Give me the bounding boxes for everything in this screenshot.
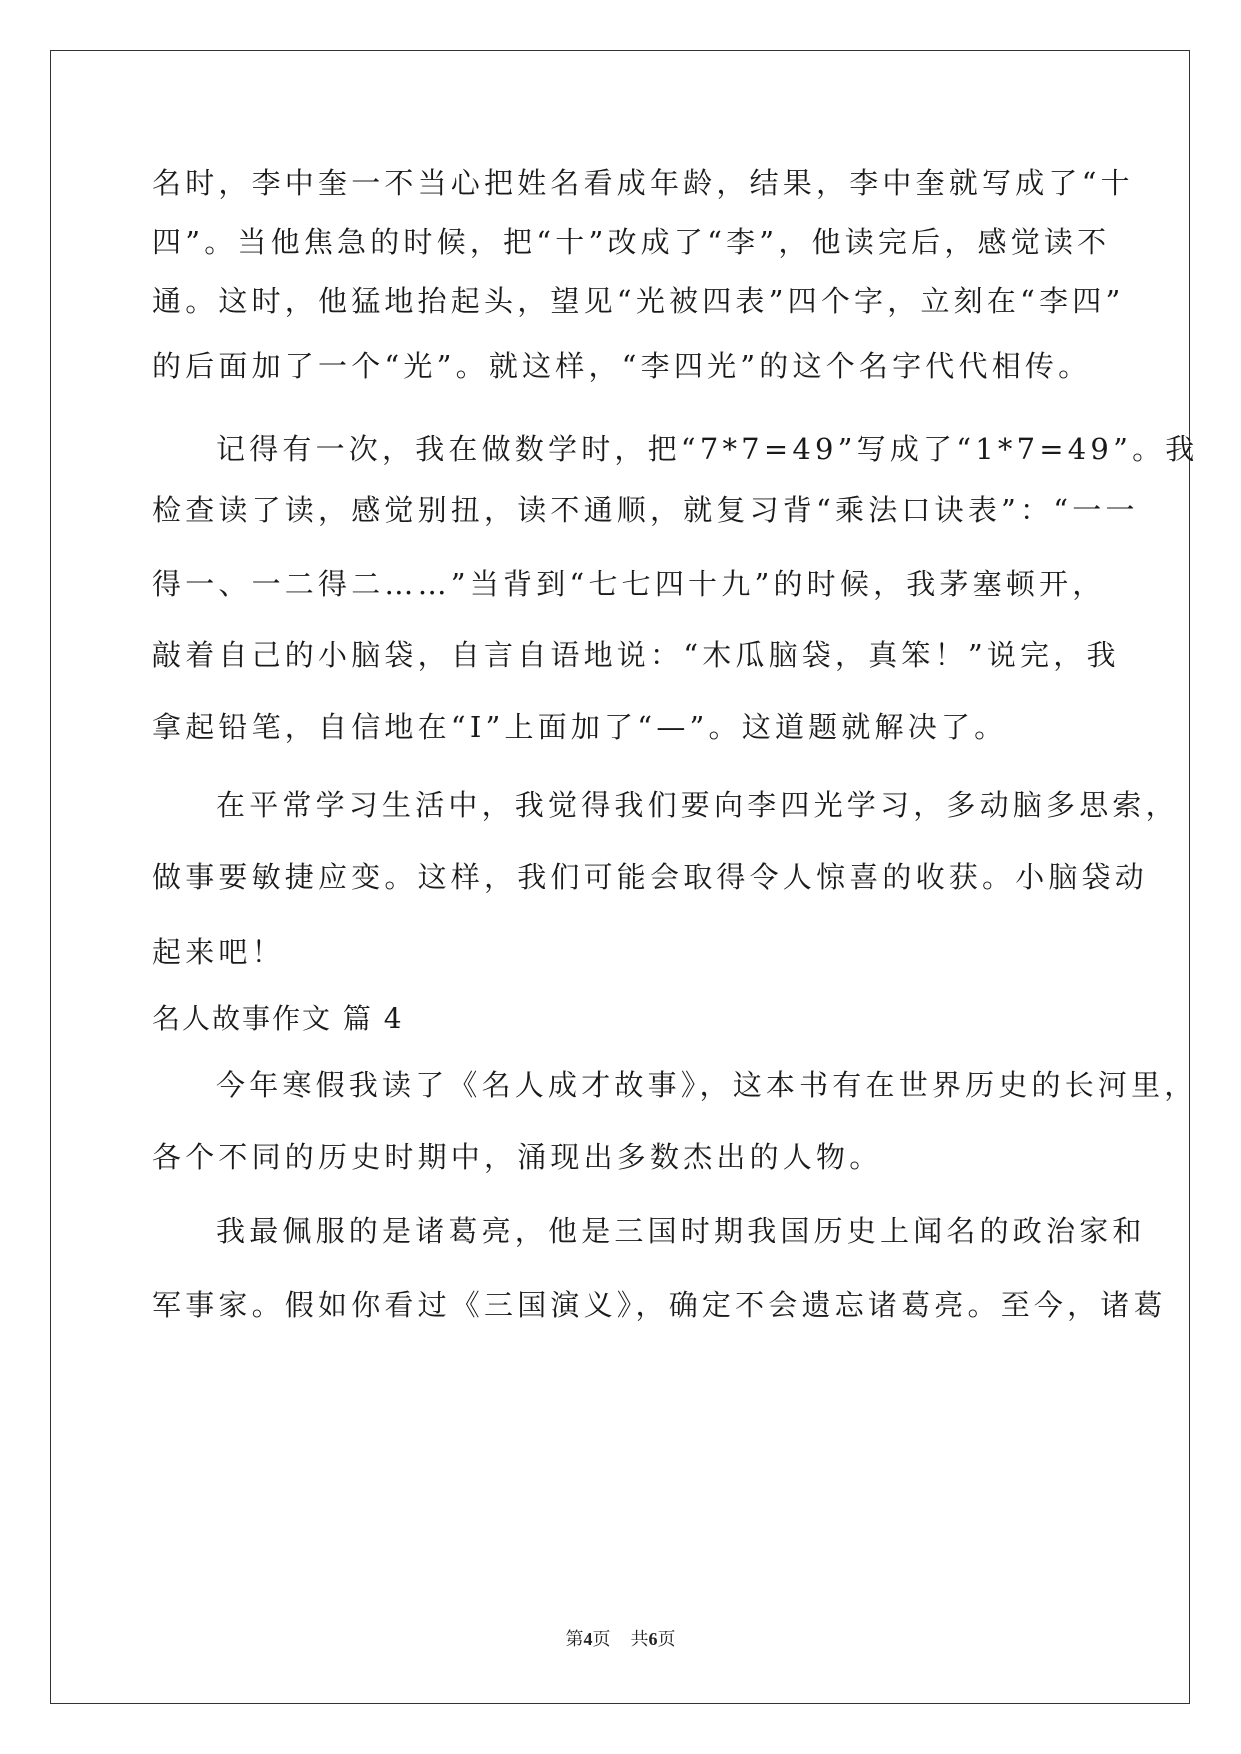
paragraph-first-line: 我最佩服的是诸葛亮，他是三国时期我国历史上闻名的政治家和	[216, 1214, 1146, 1248]
text-line: 敲着自己的小脑袋，自言自语地说：“木瓜脑袋，真笨！”说完，我	[152, 638, 1120, 672]
page-footer	[0, 1627, 1241, 1652]
paragraph-first-line: 记得有一次，我在做数学时，把“7*7=49”写成了“1*7=49”。我	[216, 432, 1199, 466]
total-suffix: 页	[657, 1629, 676, 1650]
paragraph-first-line: 今年寒假我读了《名人成才故事》，这本书有在世界历史的长河里，	[216, 1068, 1198, 1102]
text-line: 做事要敏捷应变。这样，我们可能会取得令人惊喜的收获。小脑袋动	[152, 860, 1149, 894]
text-line: 名时，李中奎一不当心把姓名看成年龄，结果，李中奎就写成了“十	[152, 166, 1134, 200]
text-line: 得一、一二得二……”当背到“七七四十九”的时候，我茅塞顿开，	[152, 567, 1106, 601]
paragraph-first-line: 在平常学习生活中，我觉得我们要向李四光学习，多动脑多思索，	[216, 788, 1179, 822]
page-current: 4	[583, 1629, 593, 1649]
text-line: 军事家。假如你看过《三国演义》，确定不会遗忘诸葛亮。至今，诸葛	[152, 1288, 1167, 1322]
text-line: 各个不同的历史时期中，涌现出多数杰出的人物。	[152, 1140, 883, 1174]
text-line: 检查读了读，感觉别扭，读不通顺，就复习背“乘法口诀表”：“一一	[152, 493, 1139, 527]
page-prefix: 第	[565, 1629, 584, 1650]
text-line: 通。这时，他猛地抬起头，望见“光被四表”四个字，立刻在“李四”	[152, 284, 1125, 318]
page-suffix: 页	[592, 1629, 611, 1650]
section-heading: 名人故事作文 篇 4	[152, 1002, 404, 1035]
text-line: 拿起铅笔，自信地在“I”上面加了“—”。这道题就解决了。	[152, 710, 1008, 744]
text-line: 起来吧！	[152, 935, 285, 969]
total-prefix: 共	[630, 1629, 649, 1650]
text-line: 的后面加了一个“光”。就这样，“李四光”的这个名字代代相传。	[152, 349, 1092, 383]
text-line: 四”。当他焦急的时候，把“十”改成了“李”，他读完后，感觉读不	[152, 225, 1111, 259]
page-total: 6	[648, 1629, 658, 1649]
